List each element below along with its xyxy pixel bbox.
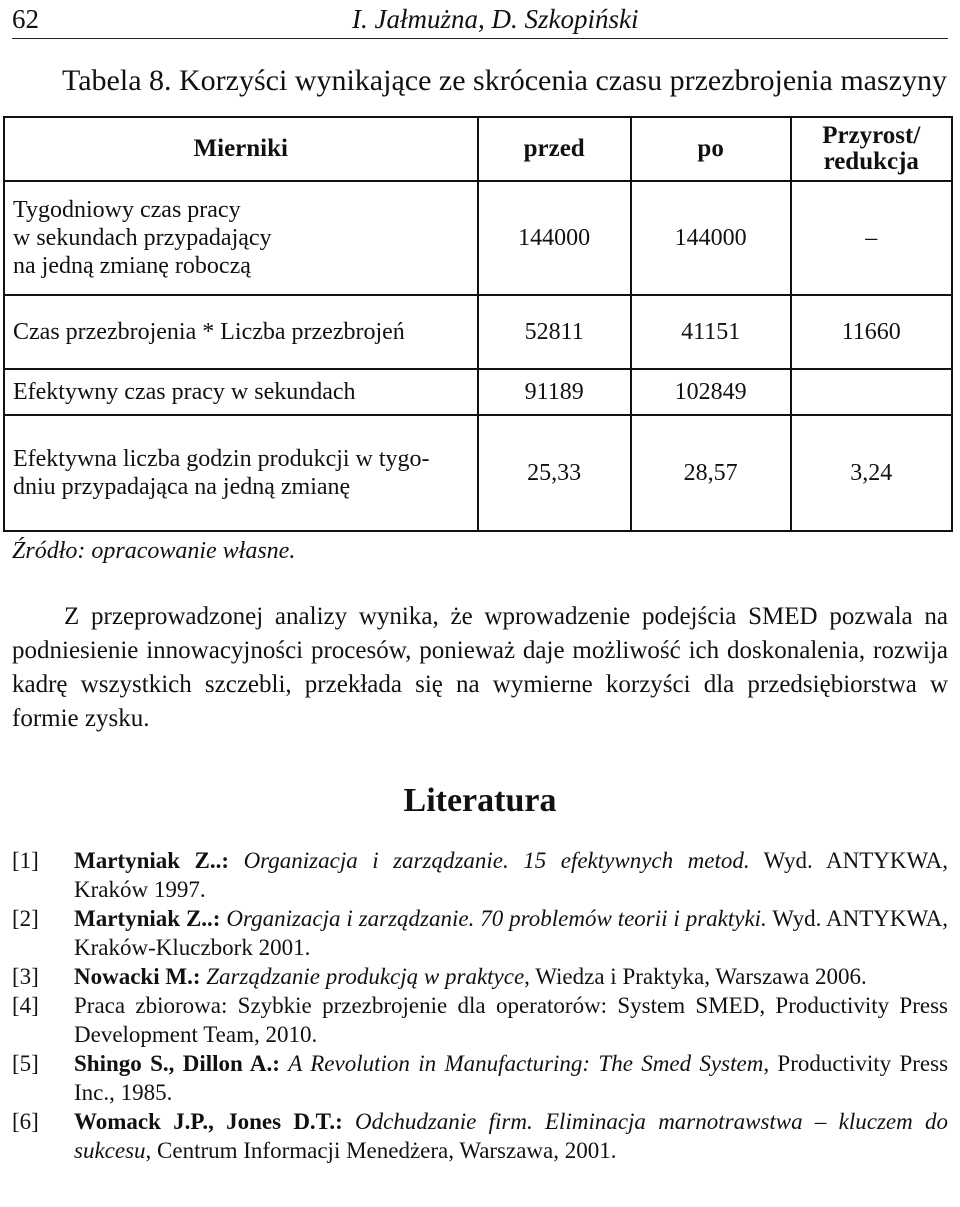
header-change xyxy=(791,117,953,181)
row-label: Tygodniowy czas pracy w sekundach przypadający na jedną zmianę roboczą xyxy=(4,181,478,295)
table-row xyxy=(4,369,952,415)
reference-item: [5] Shingo S., Dillon A.: A Revolution in Manufacturing: The Smed System, Productivity Press Inc., 1985. xyxy=(12,1051,949,1105)
row-label: Czas przezbrojenia * Liczba przezbrojeń xyxy=(4,295,478,369)
reference-number: [5] xyxy=(12,1051,39,1076)
row-before: 52811 xyxy=(478,295,631,369)
literature-heading: Literatura xyxy=(403,782,557,819)
reference-rest: , Wiedza i Praktyka, Warszawa 2006. xyxy=(524,964,867,989)
reference-list xyxy=(12,846,948,1165)
row-label: Efektywna liczba godzin produkcji w tygo- dniu przypadająca na jedną zmianę xyxy=(4,415,478,531)
reference-rest: Wyd. ANTYKWA, Kraków-Kluczbork 2001. xyxy=(74,906,949,960)
table-caption: Tabela 8. Korzyści wynikające ze skrócenia czasu przezbrojenia maszyny xyxy=(62,64,947,97)
running-head-authors: I. Jałmużna, D. Szkopiński xyxy=(352,4,639,34)
reference-number: [4] xyxy=(12,993,39,1018)
header-change-text: Przyrost/ redukcja xyxy=(822,122,921,175)
reference-author: Nowacki M. xyxy=(74,964,193,989)
reference-rest: , Productivity Press Inc., 1985. xyxy=(74,1051,949,1105)
reference-title: A Revolution in Manufacturing: The Smed System xyxy=(288,1051,764,1076)
row-after: 41151 xyxy=(631,295,791,369)
row-before: 25,33 xyxy=(478,415,631,531)
reference-item xyxy=(12,991,948,1049)
row-change: 11660 xyxy=(791,295,953,369)
table-row xyxy=(4,295,952,369)
row-change xyxy=(791,369,953,415)
row-before: 144000 xyxy=(478,181,631,295)
reference-rest: Praca zbiorowa: Szybkie przezbrojenie dla operatorów: System SMED, Productivity Press Development Team, 2010. xyxy=(74,993,948,1047)
reference-title: Zarządzanie produkcją w praktyce xyxy=(206,964,525,989)
header-before: przed xyxy=(478,117,631,181)
reference-author: Martyniak Z. xyxy=(74,848,216,873)
row-before: 91189 xyxy=(478,369,631,415)
reference-item: [6] Womack J.P., Jones D.T.: Odchudzanie firm. Eliminacja marnotrawstwa – kluczem do sukcesu, Centrum Informacji Menedżera, Warszawa, 2001. xyxy=(12,1109,948,1163)
running-header xyxy=(12,0,948,39)
reference-rest: , Centrum Informacji Menedżera, Warszawa, 2001. xyxy=(145,1138,617,1163)
benefits-table xyxy=(3,116,953,532)
reference-number: [2] xyxy=(12,906,39,931)
row-label: Efektywny czas pracy w sekundach xyxy=(4,369,478,415)
row-after: 144000 xyxy=(631,181,791,295)
row-after: 28,57 xyxy=(631,415,791,531)
reference-author: Martyniak Z. xyxy=(74,906,208,931)
reference-author: Shingo S., Dillon A. xyxy=(74,1051,273,1076)
reference-number: [1] xyxy=(12,848,39,873)
row-after: 102849 xyxy=(631,369,791,415)
table-source: Źródło: opracowanie własne. xyxy=(12,538,296,564)
reference-number: [3] xyxy=(12,964,39,989)
reference-title: Organizacja i zarządzanie. 70 problemów teorii i praktyki. xyxy=(226,906,767,931)
table-row xyxy=(4,181,952,295)
table-row xyxy=(4,415,952,531)
reference-rest: Wyd. ANTYKWA, Kraków 1997. xyxy=(74,848,948,902)
reference-item: [1] Martyniak Z..: Organizacja i zarządzanie. 15 efektywnych metod. Wyd. ANTYKWA, Kraków 1997. xyxy=(12,848,948,902)
reference-title: Odchudzanie firm. Eliminacja marnotrawstwa – kluczem do sukcesu xyxy=(74,1109,948,1163)
page-number: 62 xyxy=(12,4,39,34)
reference-item: [2] Martyniak Z..: Organizacja i zarządzanie. 70 problemów teorii i praktyki. Wyd. ANTYKWA, Kraków-Kluczbork 2001. xyxy=(12,906,949,960)
header-metrics: Mierniki xyxy=(4,117,478,181)
body-paragraph: Z przeprowadzonej analizy wynika, że wprowadzenie podejścia SMED pozwala na podniesienie innowacyjności procesów, ponieważ daje możliwość ich doskonalenia, rozwija kadrę wszystkich szczebli, przekłada się na wymierne korzyści dla przedsiębiorstwa w formie zysku. xyxy=(12,603,948,732)
row-change: 3,24 xyxy=(791,415,953,531)
reference-number: [6] xyxy=(12,1109,39,1134)
header-after: po xyxy=(631,117,791,181)
reference-author: Womack J.P., Jones D.T. xyxy=(74,1109,336,1134)
reference-title: Organizacja i zarządzanie. 15 efektywnych metod. xyxy=(243,848,750,873)
row-change: – xyxy=(791,181,953,295)
table-header-row xyxy=(4,117,952,181)
reference-item: [3] Nowacki M.: Zarządzanie produkcją w praktyce, Wiedza i Praktyka, Warszawa 2006. xyxy=(12,964,867,989)
